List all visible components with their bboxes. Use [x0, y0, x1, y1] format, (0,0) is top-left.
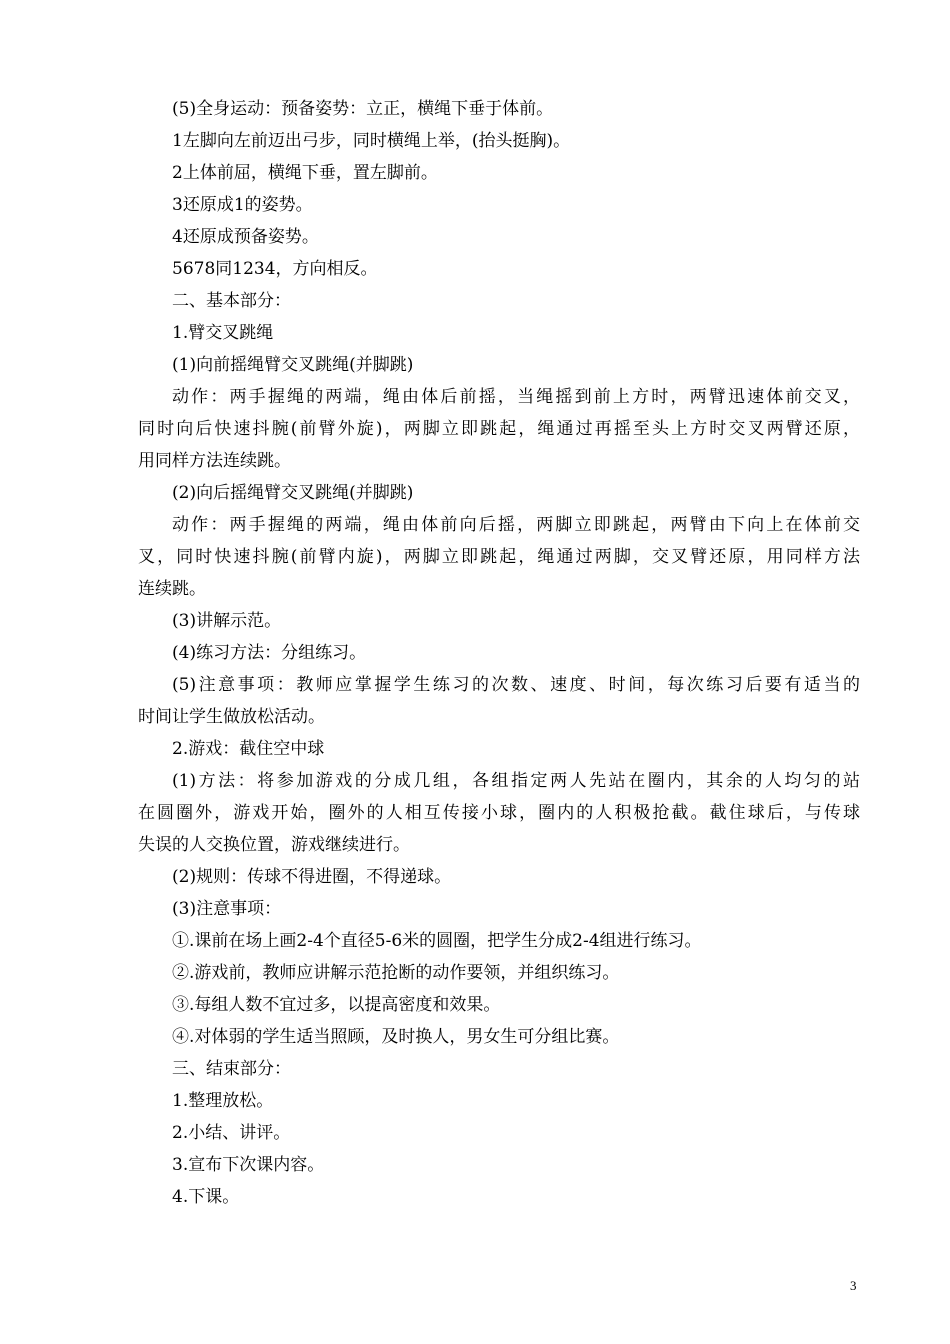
text-line: 时间让学生做放松活动。: [138, 707, 325, 727]
text-line: 5678同1234，方向相反。: [172, 259, 378, 279]
text-line: (3)讲解示范。: [172, 611, 282, 631]
text-line: ①.课前在场上画2-4个直径5-6米的圆圈，把学生分成2-4组进行练习。: [172, 931, 702, 951]
text-line: 同时向后快速抖腕(前臂外旋)，两脚立即跳起，绳通过再摇至头上方时交叉两臂还原，: [138, 419, 860, 439]
text-line: ③.每组人数不宜过多，以提高密度和效果。: [172, 995, 501, 1015]
text-line: 动作：两手握绳的两端，绳由体后前摇，当绳摇到前上方时，两臂迅速体前交叉，: [172, 387, 860, 407]
text-line: 2上体前屈，横绳下垂，置左脚前。: [172, 163, 438, 183]
text-line: 连续跳。: [138, 579, 206, 599]
text-line: (2)规则：传球不得进圈，不得递球。: [172, 867, 452, 887]
text-line: 4还原成预备姿势。: [172, 227, 319, 247]
text-line: (2)向后摇绳臂交叉跳绳(并脚跳): [172, 483, 414, 503]
text-line: 叉，同时快速抖腕(前臂内旋)，两脚立即跳起，绳通过两脚，交叉臂还原，用同样方法: [138, 547, 860, 567]
text-line: 3.宣布下次课内容。: [172, 1155, 325, 1175]
text-line: (5)注意事项：教师应掌握学生练习的次数、速度、时间，每次练习后要有适当的: [172, 675, 860, 695]
text-line: 动作：两手握绳的两端，绳由体前向后摇，两脚立即跳起，两臂由下向上在体前交: [172, 515, 860, 535]
page-number: 3: [850, 1278, 857, 1293]
text-line: 1.整理放松。: [172, 1091, 274, 1111]
text-line: 4.下课。: [172, 1187, 240, 1207]
text-line: 二、基本部分：: [172, 291, 291, 311]
text-line: (4)练习方法：分组练习。: [172, 643, 367, 663]
text-line: (3)注意事项：: [172, 899, 282, 919]
text-line: ④.对体弱的学生适当照顾，及时换人，男女生可分组比赛。: [172, 1027, 620, 1047]
text-line: 3还原成1的姿势。: [172, 195, 313, 215]
text-line: (1)向前摇绳臂交叉跳绳(并脚跳): [172, 355, 414, 375]
text-line: 1.臂交叉跳绳: [172, 323, 274, 343]
text-line: (1)方法：将参加游戏的分成几组，各组指定两人先站在圈内，其余的人均匀的站: [172, 771, 860, 791]
document-body: [138, 93, 860, 1213]
text-line: 2.游戏：截住空中球: [172, 739, 325, 759]
text-line: 三、结束部分：: [172, 1059, 291, 1079]
text-line: ②.游戏前，教师应讲解示范抢断的动作要领，并组织练习。: [172, 963, 620, 983]
text-line: 1左脚向左前迈出弓步，同时横绳上举，(抬头挺胸)。: [172, 131, 571, 151]
text-line: (5)全身运动：预备姿势：立正，横绳下垂于体前。: [172, 99, 554, 119]
text-line: 在圆圈外，游戏开始，圈外的人相互传接小球，圈内的人积极抢截。截住球后，与传球: [138, 803, 860, 823]
text-line: 失误的人交换位置，游戏继续进行。: [138, 835, 410, 855]
text-line: 2.小结、讲评。: [172, 1123, 291, 1143]
text-line: 用同样方法连续跳。: [138, 451, 291, 471]
